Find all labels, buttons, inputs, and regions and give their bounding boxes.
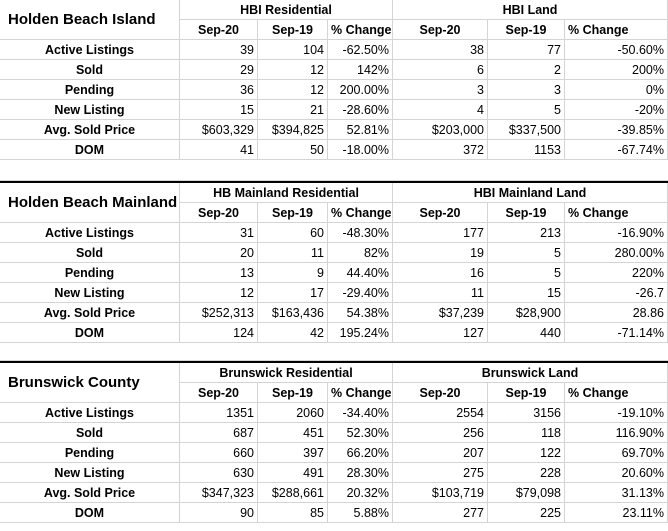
column-header-sep20[interactable]: Sep-20 — [180, 383, 258, 403]
data-cell[interactable]: 116.90% — [565, 423, 668, 443]
section-divider — [0, 361, 668, 363]
data-cell[interactable]: $337,500 — [488, 120, 565, 140]
data-cell[interactable]: -71.14% — [565, 323, 668, 343]
data-cell[interactable]: 15 — [488, 283, 565, 303]
data-cell[interactable]: -48.30% — [328, 223, 393, 243]
column-header-sep20[interactable]: Sep-20 — [393, 203, 488, 223]
group-header-land[interactable]: HBI Mainland Land — [393, 183, 668, 203]
row-label[interactable]: Avg. Sold Price — [0, 483, 180, 503]
data-cell[interactable]: 11 — [393, 283, 488, 303]
data-cell[interactable]: 220% — [565, 263, 668, 283]
column-header-sep20[interactable]: Sep-20 — [393, 20, 488, 40]
data-cell[interactable]: 3 — [488, 80, 565, 100]
data-cell[interactable]: 5.88% — [328, 503, 393, 523]
column-header-sep19[interactable]: Sep-19 — [258, 20, 328, 40]
column-header-pct[interactable]: % Change — [565, 20, 668, 40]
row-label[interactable]: DOM — [0, 140, 180, 160]
data-cell[interactable]: 5 — [488, 100, 565, 120]
row-label[interactable]: DOM — [0, 323, 180, 343]
row-label[interactable]: New Listing — [0, 283, 180, 303]
data-cell[interactable]: 20.60% — [565, 463, 668, 483]
data-cell[interactable]: 20.32% — [328, 483, 393, 503]
row-label[interactable]: Pending — [0, 443, 180, 463]
data-cell[interactable]: 85 — [258, 503, 328, 523]
data-cell[interactable]: 13 — [180, 263, 258, 283]
data-cell[interactable]: 11 — [258, 243, 328, 263]
group-header-residential[interactable]: HB Mainland Residential — [180, 183, 393, 203]
row-label[interactable]: Sold — [0, 423, 180, 443]
data-cell[interactable]: 228 — [488, 463, 565, 483]
column-header-sep20[interactable]: Sep-20 — [180, 20, 258, 40]
data-cell[interactable]: 491 — [258, 463, 328, 483]
data-cell[interactable]: 28.86 — [565, 303, 668, 323]
section-divider — [0, 181, 668, 183]
row-label[interactable]: Pending — [0, 80, 180, 100]
data-cell[interactable]: 118 — [488, 423, 565, 443]
row-label[interactable]: Active Listings — [0, 223, 180, 243]
data-cell[interactable]: 9 — [258, 263, 328, 283]
data-cell[interactable]: 213 — [488, 223, 565, 243]
data-cell[interactable]: 90 — [180, 503, 258, 523]
data-cell[interactable]: -18.00% — [328, 140, 393, 160]
data-cell[interactable]: 0% — [565, 80, 668, 100]
data-cell[interactable]: 451 — [258, 423, 328, 443]
data-cell[interactable]: $603,329 — [180, 120, 258, 140]
data-cell[interactable]: 104 — [258, 40, 328, 60]
data-cell[interactable]: 77 — [488, 40, 565, 60]
section-title[interactable]: Holden Beach Mainland — [0, 183, 180, 223]
data-cell[interactable]: 127 — [393, 323, 488, 343]
data-cell[interactable]: 256 — [393, 423, 488, 443]
data-cell[interactable]: 440 — [488, 323, 565, 343]
data-cell[interactable]: 44.40% — [328, 263, 393, 283]
section-title[interactable]: Brunswick County — [0, 363, 180, 403]
data-cell[interactable]: 54.38% — [328, 303, 393, 323]
column-header-sep20[interactable]: Sep-20 — [180, 203, 258, 223]
data-cell[interactable]: 2 — [488, 60, 565, 80]
data-cell[interactable]: $37,239 — [393, 303, 488, 323]
row-label[interactable]: DOM — [0, 503, 180, 523]
data-cell[interactable]: 660 — [180, 443, 258, 463]
data-cell[interactable]: 82% — [328, 243, 393, 263]
data-cell[interactable]: 122 — [488, 443, 565, 463]
row-label[interactable]: Pending — [0, 263, 180, 283]
data-cell[interactable]: 1351 — [180, 403, 258, 423]
row-label[interactable]: New Listing — [0, 463, 180, 483]
data-cell[interactable]: 225 — [488, 503, 565, 523]
data-cell[interactable]: 39 — [180, 40, 258, 60]
data-cell[interactable]: 200% — [565, 60, 668, 80]
data-cell[interactable]: 6 — [393, 60, 488, 80]
column-header-sep19[interactable]: Sep-19 — [258, 203, 328, 223]
data-cell[interactable]: 12 — [180, 283, 258, 303]
column-header-pct[interactable]: % Change — [328, 203, 393, 223]
row-label[interactable]: Avg. Sold Price — [0, 120, 180, 140]
data-cell[interactable]: 12 — [258, 60, 328, 80]
data-cell[interactable]: 200.00% — [328, 80, 393, 100]
data-cell[interactable]: $28,900 — [488, 303, 565, 323]
data-cell[interactable]: 50 — [258, 140, 328, 160]
group-header-land[interactable]: Brunswick Land — [393, 363, 668, 383]
data-cell[interactable]: -19.10% — [565, 403, 668, 423]
data-cell[interactable]: -62.50% — [328, 40, 393, 60]
data-cell[interactable]: 1153 — [488, 140, 565, 160]
data-cell[interactable]: 5 — [488, 243, 565, 263]
data-cell[interactable]: 42 — [258, 323, 328, 343]
data-cell[interactable]: -26.7 — [565, 283, 668, 303]
data-cell[interactable]: 16 — [393, 263, 488, 283]
data-cell[interactable]: 177 — [393, 223, 488, 243]
data-cell[interactable]: 12 — [258, 80, 328, 100]
spacer-row — [0, 160, 668, 181]
row-label[interactable]: Active Listings — [0, 403, 180, 423]
row-label[interactable]: Active Listings — [0, 40, 180, 60]
data-cell[interactable]: 19 — [393, 243, 488, 263]
data-cell[interactable]: -20% — [565, 100, 668, 120]
row-label[interactable]: Sold — [0, 243, 180, 263]
data-cell[interactable]: 3156 — [488, 403, 565, 423]
data-cell[interactable]: 36 — [180, 80, 258, 100]
data-cell[interactable]: 397 — [258, 443, 328, 463]
data-cell[interactable]: $203,000 — [393, 120, 488, 140]
data-cell[interactable]: 21 — [258, 100, 328, 120]
data-cell[interactable]: 52.30% — [328, 423, 393, 443]
data-cell[interactable]: 275 — [393, 463, 488, 483]
data-cell[interactable]: $79,098 — [488, 483, 565, 503]
data-cell[interactable]: 3 — [393, 80, 488, 100]
row-label[interactable]: Sold — [0, 60, 180, 80]
data-cell[interactable]: 280.00% — [565, 243, 668, 263]
data-cell[interactable]: 69.70% — [565, 443, 668, 463]
data-cell[interactable]: 630 — [180, 463, 258, 483]
data-cell[interactable]: 15 — [180, 100, 258, 120]
data-cell[interactable]: -39.85% — [565, 120, 668, 140]
data-cell[interactable]: 31 — [180, 223, 258, 243]
data-cell[interactable]: $288,661 — [258, 483, 328, 503]
data-cell[interactable]: 38 — [393, 40, 488, 60]
data-cell[interactable]: 124 — [180, 323, 258, 343]
column-header-sep19[interactable]: Sep-19 — [258, 383, 328, 403]
row-label[interactable]: New Listing — [0, 100, 180, 120]
data-cell[interactable]: 2060 — [258, 403, 328, 423]
data-cell[interactable]: -29.40% — [328, 283, 393, 303]
group-header-land[interactable]: HBI Land — [393, 0, 668, 20]
data-cell[interactable]: 23.11% — [565, 503, 668, 523]
column-header-pct[interactable]: % Change — [328, 20, 393, 40]
data-cell[interactable]: 5 — [488, 263, 565, 283]
data-cell[interactable]: -34.40% — [328, 403, 393, 423]
data-cell[interactable]: 2554 — [393, 403, 488, 423]
data-cell[interactable]: 4 — [393, 100, 488, 120]
column-header-sep19[interactable]: Sep-19 — [488, 203, 565, 223]
data-cell[interactable]: 52.81% — [328, 120, 393, 140]
data-cell[interactable]: 60 — [258, 223, 328, 243]
data-cell[interactable]: 195.24% — [328, 323, 393, 343]
data-cell[interactable]: 372 — [393, 140, 488, 160]
group-header-residential[interactable]: Brunswick Residential — [180, 363, 393, 383]
column-header-pct[interactable]: % Change — [565, 383, 668, 403]
column-header-sep19[interactable]: Sep-19 — [488, 383, 565, 403]
column-header-sep19[interactable]: Sep-19 — [488, 20, 565, 40]
data-cell[interactable]: -28.60% — [328, 100, 393, 120]
data-cell[interactable]: 41 — [180, 140, 258, 160]
data-cell[interactable]: $347,323 — [180, 483, 258, 503]
data-cell[interactable]: 20 — [180, 243, 258, 263]
data-cell[interactable]: 28.30% — [328, 463, 393, 483]
data-cell[interactable]: 687 — [180, 423, 258, 443]
data-cell[interactable]: $103,719 — [393, 483, 488, 503]
data-cell[interactable]: 17 — [258, 283, 328, 303]
group-header-residential[interactable]: HBI Residential — [180, 0, 393, 20]
data-cell[interactable]: $163,436 — [258, 303, 328, 323]
row-label[interactable]: Avg. Sold Price — [0, 303, 180, 323]
data-cell[interactable]: 29 — [180, 60, 258, 80]
column-header-pct[interactable]: % Change — [328, 383, 393, 403]
data-cell[interactable]: -16.90% — [565, 223, 668, 243]
column-header-sep20[interactable]: Sep-20 — [393, 383, 488, 403]
data-cell[interactable]: $394,825 — [258, 120, 328, 140]
spacer-row — [0, 340, 668, 361]
section-title[interactable]: Holden Beach Island — [0, 0, 180, 40]
data-cell[interactable]: 277 — [393, 503, 488, 523]
column-header-pct[interactable]: % Change — [565, 203, 668, 223]
data-cell[interactable]: 31.13% — [565, 483, 668, 503]
data-cell[interactable]: 142% — [328, 60, 393, 80]
data-cell[interactable]: -67.74% — [565, 140, 668, 160]
data-cell[interactable]: -50.60% — [565, 40, 668, 60]
data-cell[interactable]: $252,313 — [180, 303, 258, 323]
data-cell[interactable]: 207 — [393, 443, 488, 463]
data-cell[interactable]: 66.20% — [328, 443, 393, 463]
